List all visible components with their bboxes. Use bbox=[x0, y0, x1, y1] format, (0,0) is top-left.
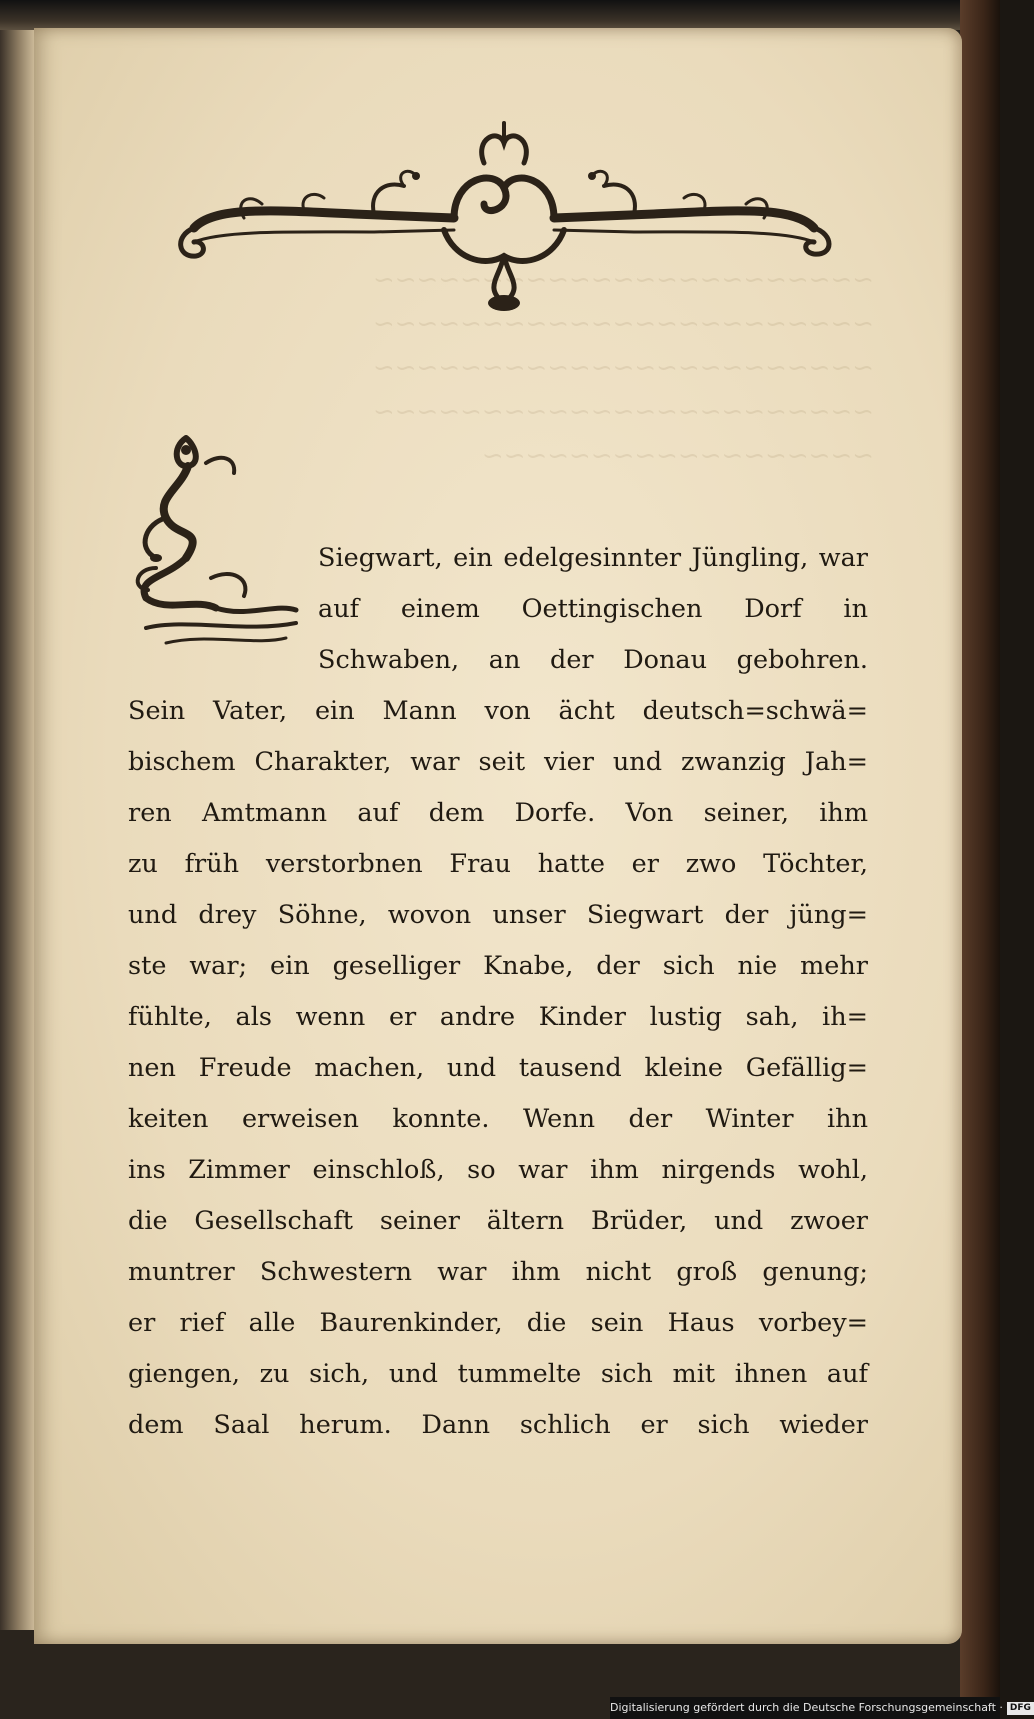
text-line: bischem Charakter, war seit vier und zwanzig Jah= bbox=[128, 747, 868, 777]
text-line: muntrer Schwestern war ihm nicht groß genung; bbox=[128, 1257, 868, 1287]
text-line: ren Amtmann auf dem Dorfe. Von seiner, ihm bbox=[128, 798, 868, 828]
book-cover-edge bbox=[960, 0, 1000, 1719]
book-page bbox=[34, 28, 962, 1644]
left-page-gutter bbox=[0, 30, 34, 1630]
ornament-icon bbox=[154, 118, 854, 318]
credit-text: Digitalisierung gefördert durch die Deutsche Forschungsgemeinschaft · bbox=[610, 1701, 1003, 1714]
text-line: dem Saal herum. Dann schlich er sich wieder bbox=[128, 1410, 868, 1440]
text-line: die Gesellschaft seiner ältern Brüder, und zwoer bbox=[128, 1206, 868, 1236]
text-line: auf einem Oettingischen Dorf in bbox=[318, 594, 868, 624]
text-line: ste war; ein geselliger Knabe, der sich nie mehr bbox=[128, 951, 868, 981]
text-line: Schwaben, an der Donau gebohren. bbox=[318, 645, 868, 675]
body-text bbox=[128, 533, 868, 1451]
text-line: er rief alle Baurenkinder, die sein Haus vorbey= bbox=[128, 1308, 868, 1338]
text-line: ins Zimmer einschloß, so war ihm nirgends wohl, bbox=[128, 1155, 868, 1185]
text-line: Sein Vater, ein Mann von ächt deutsch=schwä= bbox=[128, 696, 868, 726]
text-line: zu früh verstorbnen Frau hatte er zwo Töchter, bbox=[128, 849, 868, 879]
show-through-text: ~~~~~~~~~~~~~~~~~~~~~~~ ~~~~~~~~~~~~~~~~~~~~~~~ ~~~~~~~~~~~~~~~~~~~~~~~ ~~~~~~~~~~~~~~~~~~~~~~~ ~~~~~~~~~~~~~~~~~~ bbox=[372, 265, 874, 471]
text-line: keiten erweisen konnte. Wenn der Winter ihn bbox=[128, 1104, 868, 1134]
text-line: Siegwart, ein edelgesinnter Jüngling, war bbox=[318, 543, 868, 573]
book-top-edge bbox=[0, 0, 1000, 30]
digitization-credit bbox=[610, 1697, 1031, 1719]
text-line: fühlte, als wenn er andre Kinder lustig sah, ih= bbox=[128, 1002, 868, 1032]
text-line: nen Freude machen, und tausend kleine Gefällig= bbox=[128, 1053, 868, 1083]
text-line: giengen, zu sich, und tummelte sich mit ihnen auf bbox=[128, 1359, 868, 1389]
dfg-logo: DFG bbox=[1007, 1702, 1034, 1715]
text-line: und drey Söhne, wovon unser Siegwart der jüng= bbox=[128, 900, 868, 930]
